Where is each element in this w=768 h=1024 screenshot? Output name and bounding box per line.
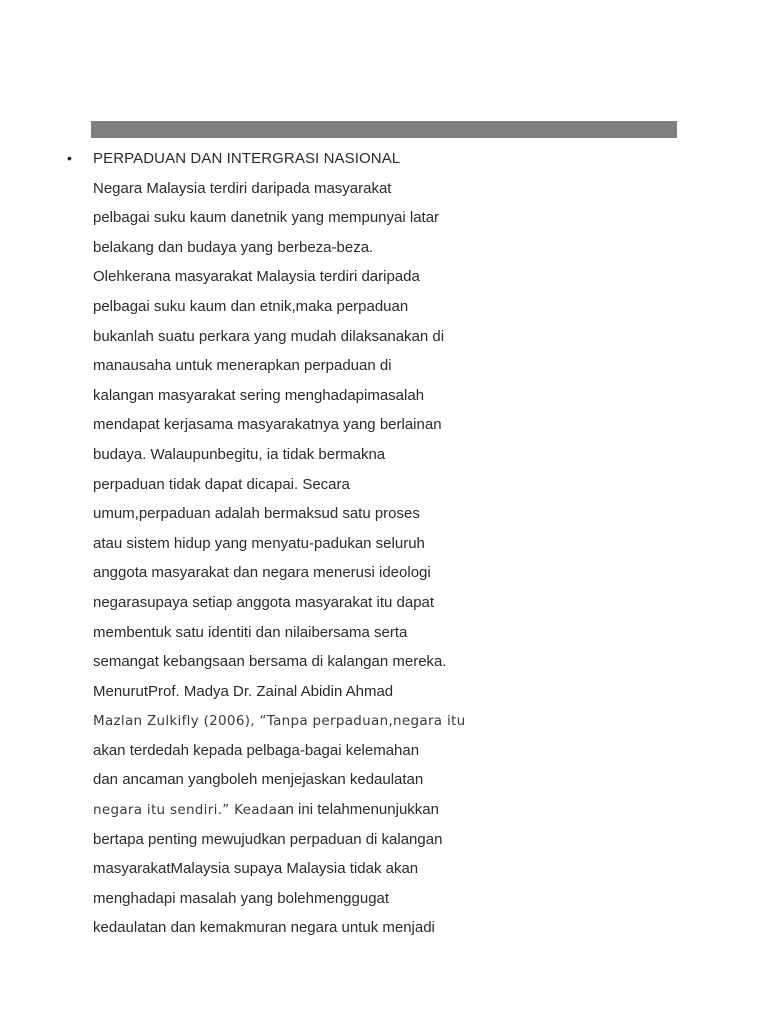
paragraph-line: Negara Malaysia terdiri daripada masyarakat — [93, 179, 392, 197]
bullet-icon: • — [67, 150, 72, 166]
paragraph-line: membentuk satu identiti dan nilaibersama serta — [93, 623, 408, 641]
paragraph-line: belakang dan budaya yang berbeza-beza. — [93, 238, 374, 256]
paragraph-line: umum,perpaduan adalah bermaksud satu proses — [93, 505, 420, 523]
paragraph-line: pelbagai suku kaum danetnik yang mempunyai latar — [93, 209, 440, 227]
paragraph-line: perpaduan tidak dapat dicapai. Secara — [93, 475, 350, 493]
paragraph-line: bukanlah suatu perkara yang mudah dilaksanakan di — [93, 327, 445, 345]
paragraph-line: pelbagai suku kaum dan etnik,maka perpaduan — [93, 297, 409, 315]
section-heading: PERPADUAN DAN INTERGRASI NASIONAL — [93, 150, 401, 167]
paragraph-line: negarasupaya setiap anggota masyarakat itu dapat — [93, 593, 435, 611]
paragraph-line-quote — [93, 706, 513, 736]
paragraph-line: masyarakatMalaysia supaya Malaysia tidak akan — [93, 860, 419, 878]
quote-end-text: negara itu sendiri.” Keada — [93, 802, 278, 819]
paragraph-line: menghadapi masalah yang bolehmenggugat — [93, 889, 390, 907]
paragraph-line: manausaha untuk menerapkan perpaduan di — [93, 357, 392, 375]
paragraph-line: kedaulatan dan kemakmuran negara untuk menjadi — [93, 919, 435, 937]
document-body — [93, 144, 513, 943]
paragraph-line: bertapa penting mewujudkan perpaduan di kalangan — [93, 830, 443, 848]
paragraph-line: akan terdedah kepada pelbaga-bagai kelemahan — [93, 741, 420, 759]
paragraph-line-mixed — [93, 795, 513, 825]
header-bar — [91, 121, 677, 138]
paragraph-text: an ini telahmenunjukkan — [277, 801, 439, 819]
paragraph-line: mendapat kerjasama masyarakatnya yang berlainan — [93, 416, 442, 434]
paragraph-line: atau sistem hidup yang menyatu-padukan seluruh — [93, 534, 425, 552]
paragraph-line: budaya. Walaupunbegitu, ia tidak bermakna — [93, 445, 386, 463]
paragraph-line: anggota masyarakat dan negara menerusi ideologi — [93, 564, 431, 582]
paragraph-line: kalangan masyarakat sering menghadapimasalah — [93, 386, 425, 404]
paragraph-line: Olehkerana masyarakat Malaysia terdiri daripada — [93, 268, 420, 286]
paragraph-line: semangat kebangsaan bersama di kalangan mereka. — [93, 653, 447, 671]
quote-text: Mazlan Zulkifly (2006), “Tanpa perpaduan,negara itu — [93, 713, 466, 730]
paragraph-line: dan ancaman yangboleh menjejaskan kedaulatan — [93, 771, 424, 789]
paragraph-line: MenurutProf. Madya Dr. Zainal Abidin Ahmad — [93, 682, 394, 700]
